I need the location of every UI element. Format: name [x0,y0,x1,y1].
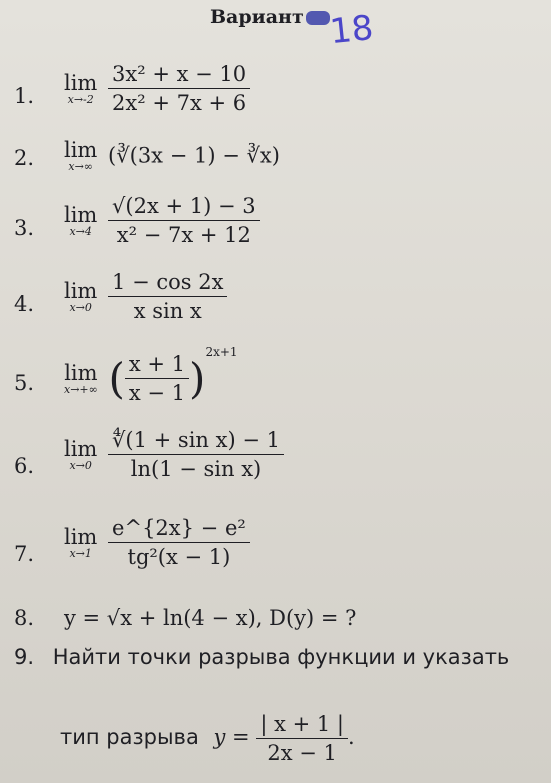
lim-subscript: x→1 [69,547,92,560]
formula-lhs: y = [213,725,250,749]
numerator: | x + 1 | [256,712,348,739]
variant-label: Вариант [210,6,304,28]
handwritten-variant-number: 18 [328,7,376,53]
problem-number: 8. [14,606,35,630]
problem-expression [64,345,238,405]
lim-operator: lim x→-2 [64,71,98,106]
lim-subscript: x→+∞ [64,383,98,396]
lim-operator: lim x→+∞ [64,361,98,396]
lim-operator: lim x→0 [64,437,98,472]
lim-subscript: x→0 [69,459,92,472]
denominator: ln(1 − sin x) [130,457,262,481]
left-paren: ( [108,354,125,403]
numerator: ∜(1 + sin x) − 1 [108,428,284,455]
lim-operator: lim x→1 [64,525,98,560]
period: . [347,725,355,749]
problem-expression [64,62,250,115]
fraction [108,270,227,323]
problem-number: 3. [14,216,35,240]
variant-title [210,6,330,28]
numerator: √(2x + 1) − 3 [108,194,260,221]
problem-expression [64,194,260,247]
lim-subscript: x→0 [69,301,92,314]
denominator: 2x² + 7x + 6 [112,91,247,115]
lim-operator: lim x→∞ [64,138,98,173]
fraction [108,62,250,115]
fraction [256,712,348,765]
problem-number: 2. [14,146,35,170]
problem-number: 9. [14,645,35,669]
problem-number: 5. [14,371,35,395]
problem-9-formula [60,712,355,765]
lim-subscript: x→∞ [68,160,93,173]
problem-expression [64,270,227,323]
denominator: x² − 7x + 12 [116,223,251,247]
problem-expression [64,428,284,481]
problem-number: 6. [14,454,35,478]
problem-9 [14,645,509,669]
fraction [125,352,189,405]
numerator: e^{2x} − e² [108,516,250,543]
denominator: 2x − 1 [267,741,337,765]
lim-operator: lim x→0 [64,279,98,314]
lim-operator: lim x→4 [64,203,98,238]
lim-subscript: x→4 [69,225,92,238]
fraction [108,428,284,481]
numerator: x + 1 [125,352,189,379]
denominator: tg²(x − 1) [127,545,231,569]
lim-subscript: x→-2 [67,93,94,106]
expression: (∛(3x − 1) − ∛x) [108,143,280,168]
right-paren: ) [189,354,206,403]
numerator: 3x² + x − 10 [108,62,250,89]
problem-number: 1. [14,84,35,108]
problem-expression [64,516,250,569]
denominator: x sin x [133,299,202,323]
numerator: 1 − cos 2x [108,270,227,297]
scribble-mark [306,11,330,25]
problem-text-continued: тип разрыва [60,725,199,749]
fraction [108,194,260,247]
exponent: 2x+1 [205,345,238,359]
denominator: x − 1 [128,381,186,405]
problem-expression: y = √x + ln(4 − x), D(y) = ? [64,606,357,630]
fraction [108,516,250,569]
problem-number: 4. [14,292,35,316]
problem-expression [64,138,280,173]
problem-number: 7. [14,542,35,566]
problem-text: Найти точки разрыва функции и указать [52,645,510,669]
